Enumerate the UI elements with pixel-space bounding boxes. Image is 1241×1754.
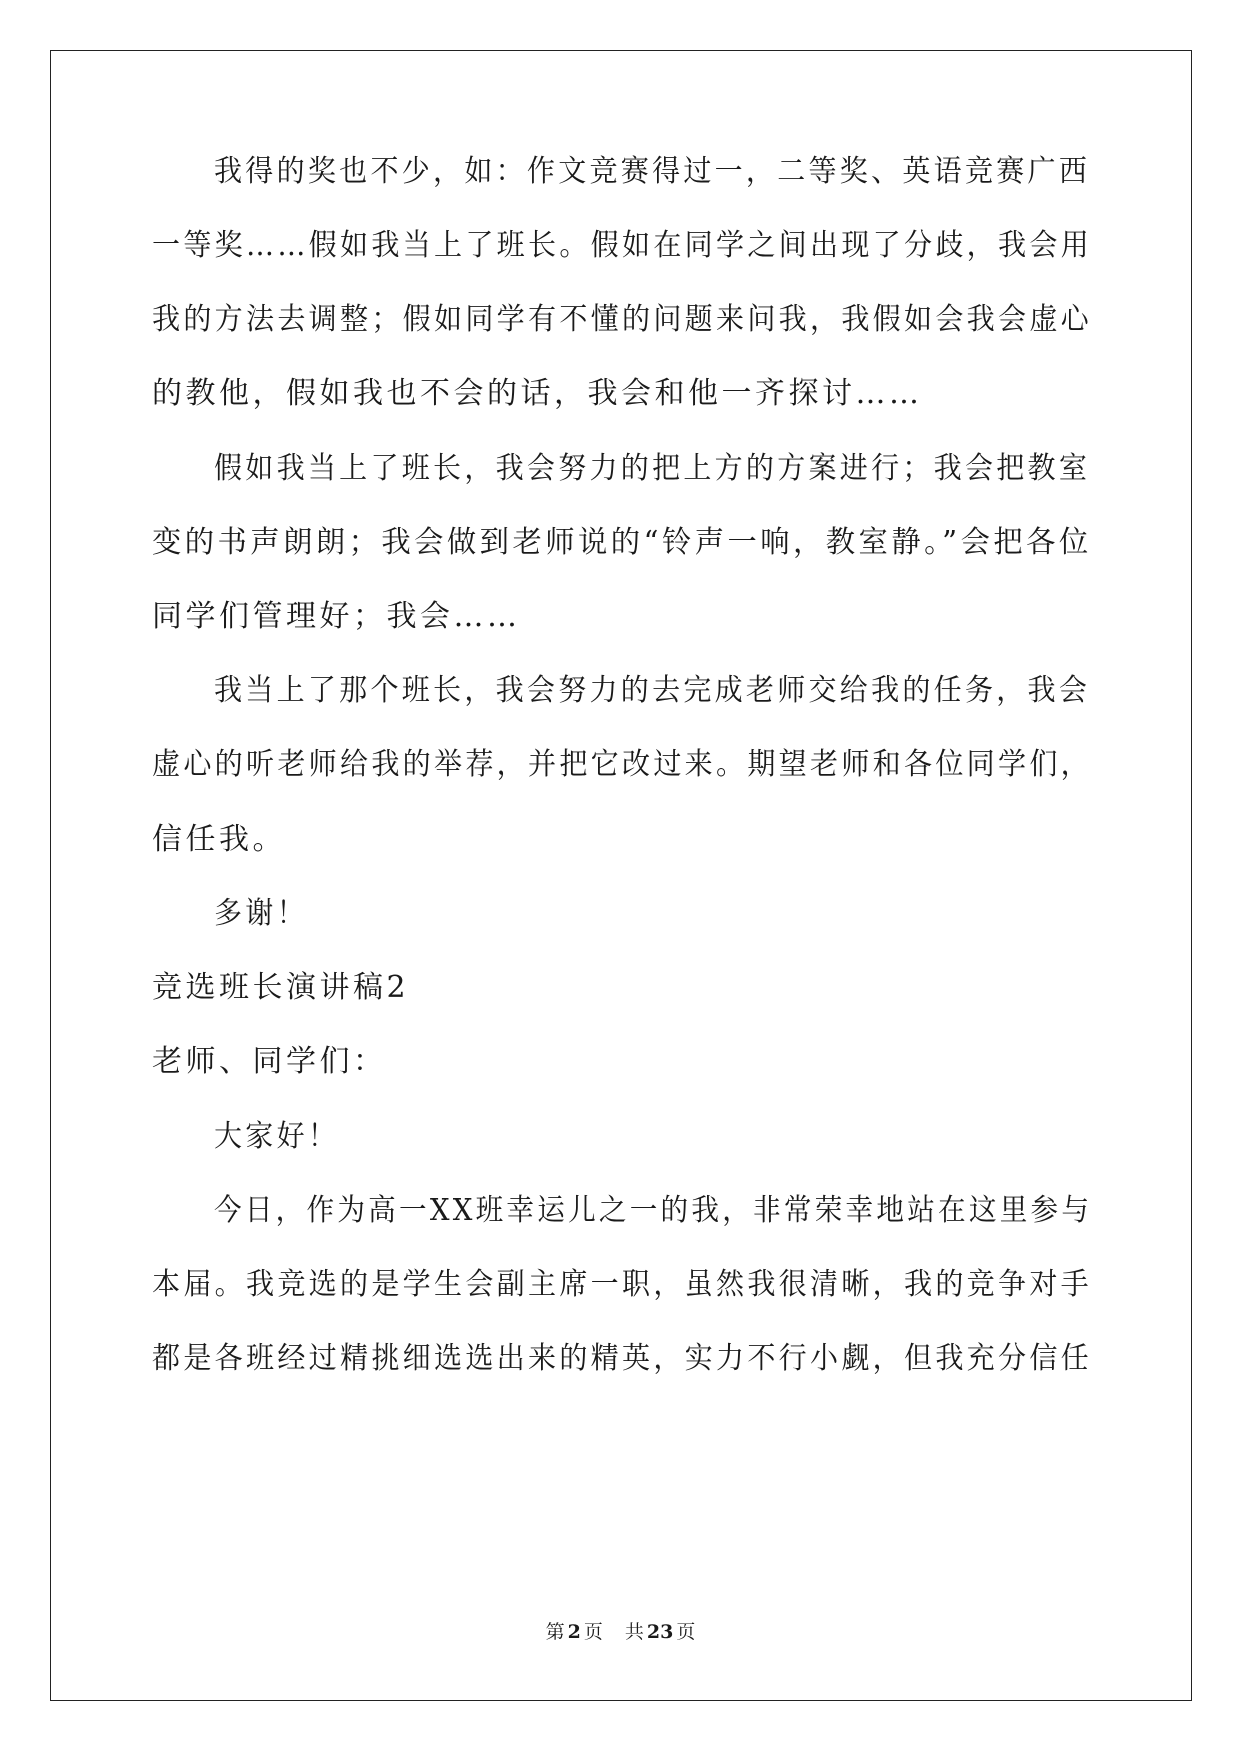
paragraph-line: 信任我。 (152, 822, 286, 857)
paragraph-line: 我得的奖也不少，如：作文竞赛得过一，二等奖、英语竞赛广西 (214, 154, 1091, 189)
greeting: 大家好！ (214, 1119, 340, 1154)
paragraph-line: 我的方法去调整；假如同学有不懂的问题来问我，我假如会我会虚心 (152, 302, 1092, 337)
paragraph-line: 多谢！ (214, 896, 308, 931)
paragraph-line: 我当上了那个班长，我会努力的去完成老师交给我的任务，我会 (214, 673, 1091, 708)
paragraph-line: 今日，作为高一XX班幸运儿之一的我，非常荣幸地站在这里参与 (214, 1193, 1093, 1228)
paragraph-line: 变的书声朗朗；我会做到老师说的“铃声一响，教室静。”会把各位 (152, 525, 1092, 560)
page-suffix: 页 (583, 1621, 603, 1643)
paragraph-line: 的教他，假如我也不会的话，我会和他一齐探讨…… (152, 376, 923, 411)
paragraph-line: 假如我当上了班长，我会努力的把上方的方案进行；我会把教室 (214, 451, 1091, 486)
paragraph-line: 虚心的听老师给我的举荐，并把它改过来。期望老师和各位同学们， (152, 747, 1092, 782)
page-total: 23 (646, 1621, 674, 1643)
total-suffix: 页 (676, 1621, 696, 1643)
paragraph-line: 本届。我竞选的是学生会副主席一职，虽然我很清晰，我的竞争对手 (152, 1267, 1092, 1302)
section-heading: 竞选班长演讲稿2 (152, 970, 410, 1005)
salutation: 老师、同学们： (152, 1044, 387, 1079)
paragraph-line: 一等奖……假如我当上了班长。假如在同学之间出现了分歧，我会用 (152, 228, 1092, 263)
page-border (50, 50, 1192, 1701)
page-prefix: 第 (545, 1621, 565, 1643)
page-footer (0, 1617, 1241, 1644)
total-prefix: 共 (624, 1621, 644, 1643)
paragraph-line: 同学们管理好；我会…… (152, 599, 521, 634)
paragraph-line: 都是各班经过精挑细选选出来的精英，实力不行小觑，但我充分信任 (152, 1341, 1092, 1376)
page-current: 2 (567, 1621, 581, 1643)
